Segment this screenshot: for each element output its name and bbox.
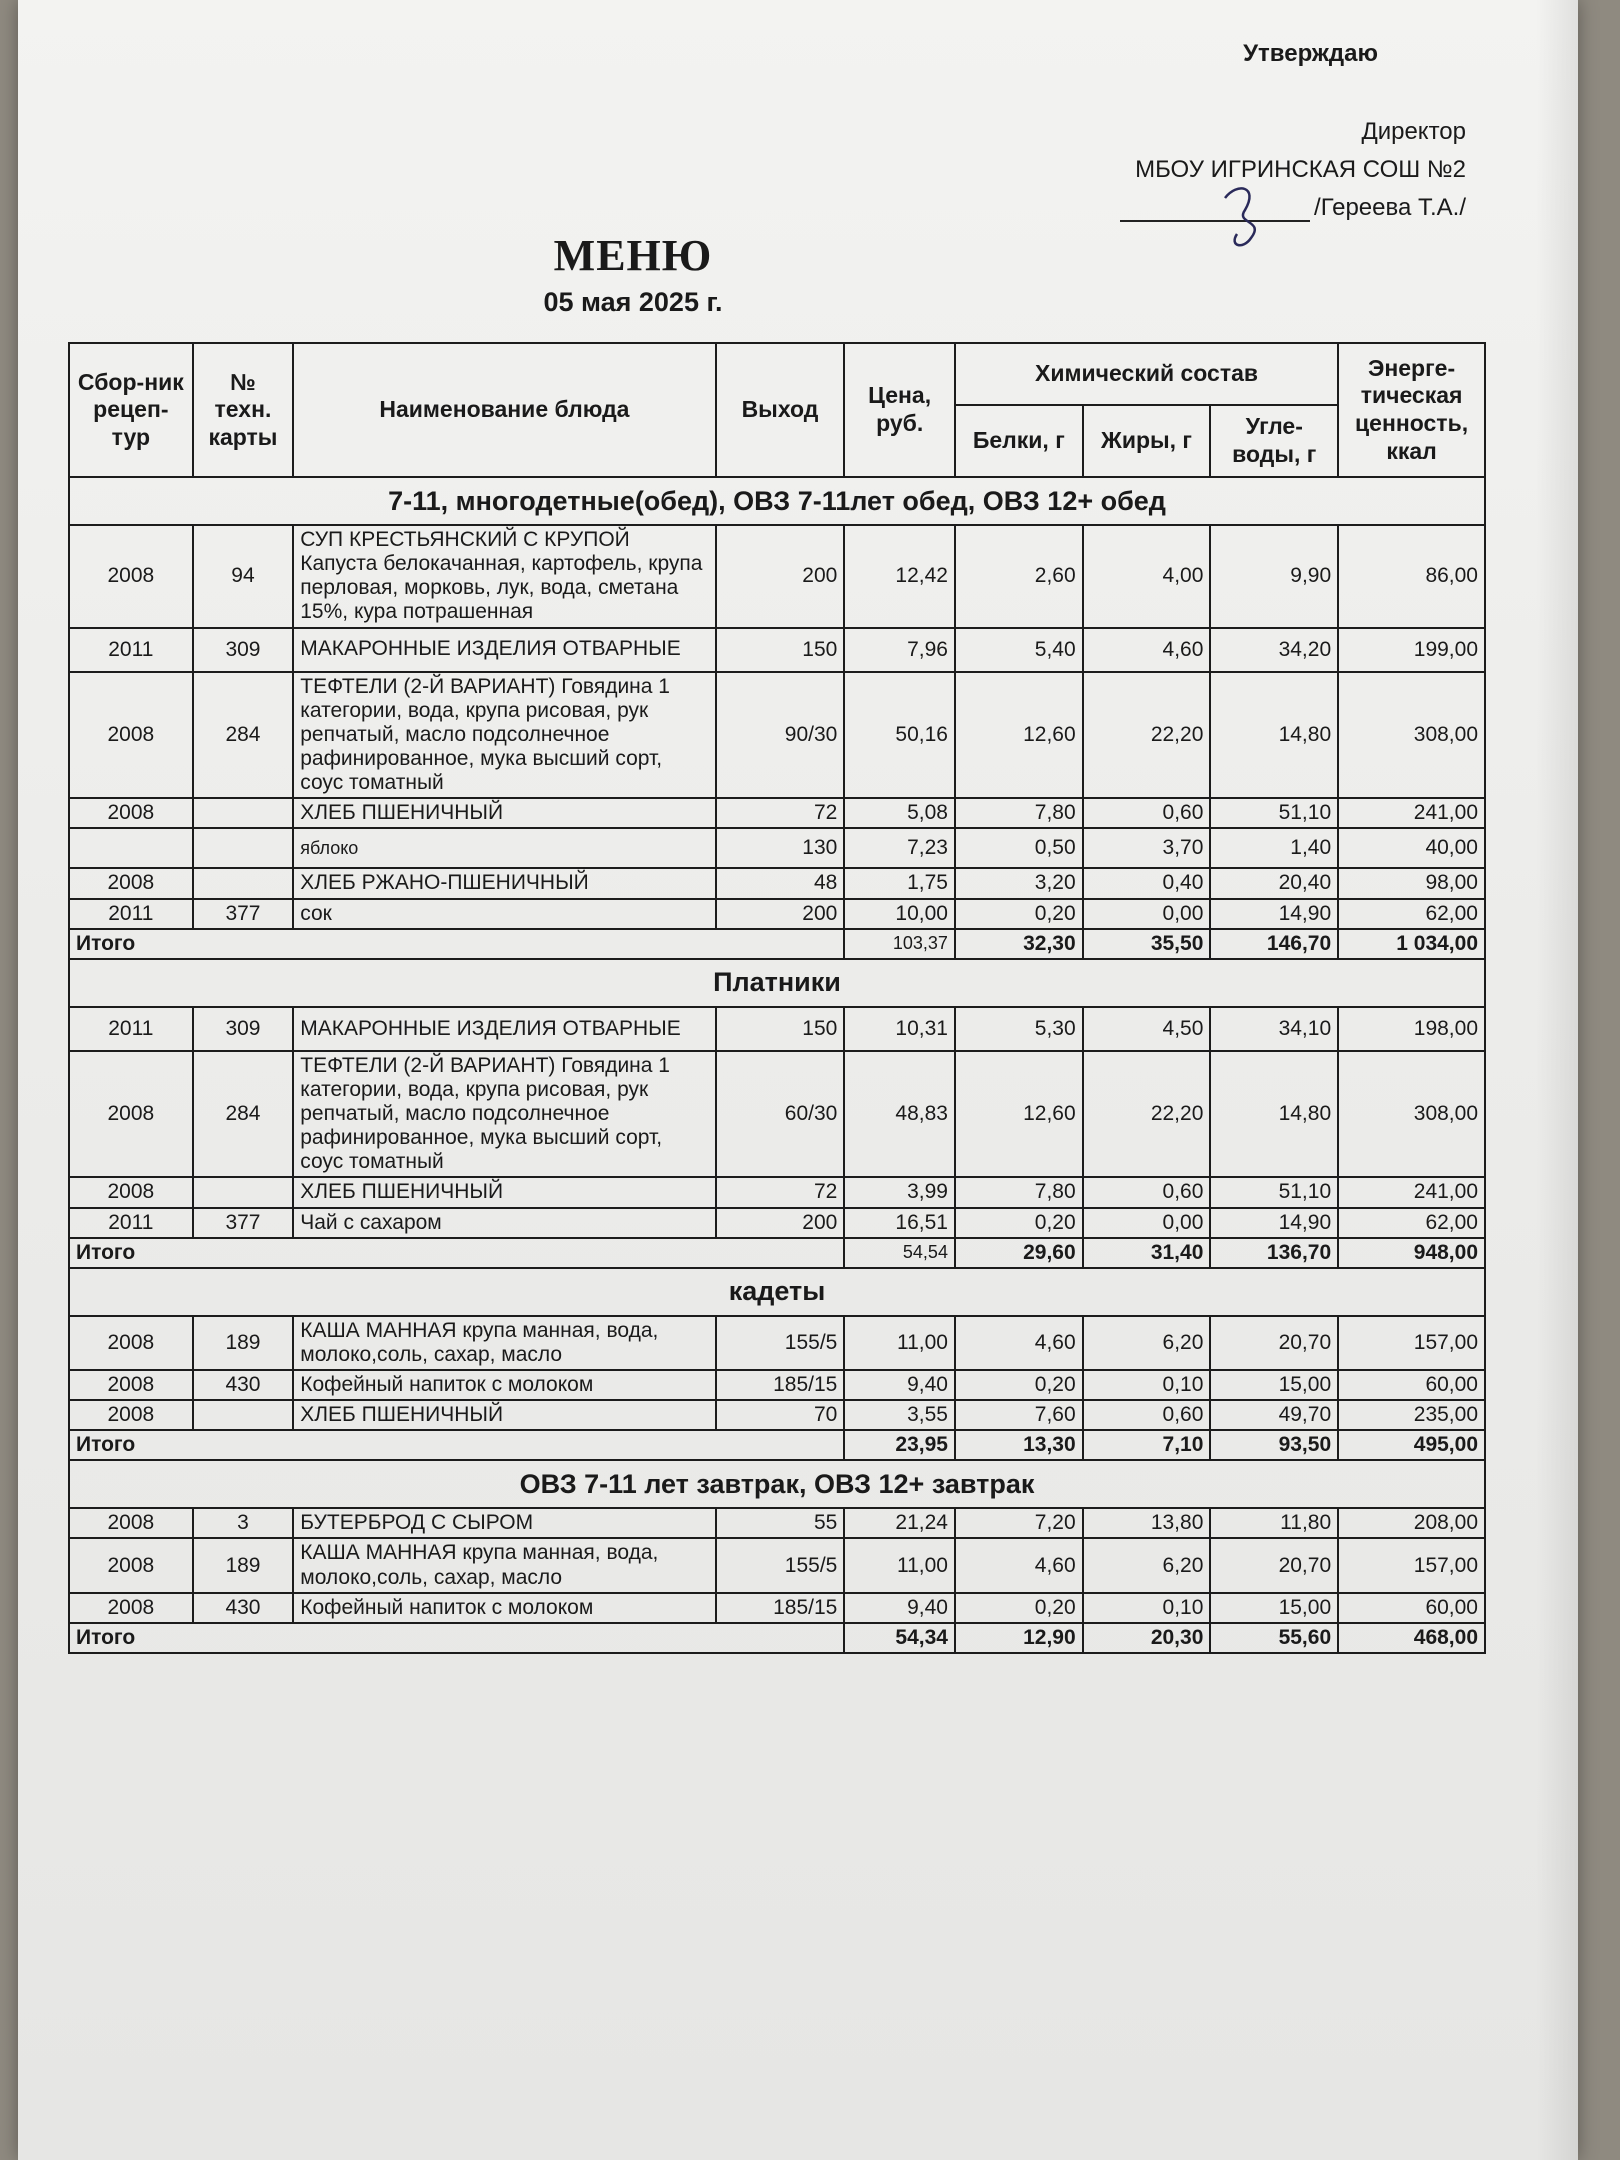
table-row [69, 1508, 1485, 1538]
cell-collection: 2008 [69, 1593, 193, 1623]
director-role: Директор [1361, 118, 1466, 145]
cell-energy: 62,00 [1338, 1208, 1485, 1238]
total-energy: 1 034,00 [1338, 929, 1485, 959]
cell-yield: 90/30 [716, 672, 845, 799]
cell-energy: 308,00 [1338, 1051, 1485, 1178]
cell-card: 94 [193, 525, 294, 628]
total-price: 54,34 [844, 1623, 955, 1653]
section-header [69, 477, 1485, 525]
cell-protein: 7,20 [955, 1508, 1083, 1538]
cell-dish: сок [293, 899, 715, 929]
total-row [69, 1623, 1485, 1653]
cell-dish: БУТЕРБРОД С СЫРОМ [293, 1508, 715, 1538]
menu-body [69, 477, 1485, 1653]
table-row [69, 1400, 1485, 1430]
total-price: 103,37 [844, 929, 955, 959]
cell-dish: ХЛЕБ РЖАНО-ПШЕНИЧНЫЙ [293, 868, 715, 898]
cell-carbs: 14,90 [1210, 1208, 1338, 1238]
cell-protein: 7,60 [955, 1400, 1083, 1430]
cell-energy: 60,00 [1338, 1593, 1485, 1623]
cell-carbs: 14,90 [1210, 899, 1338, 929]
cell-collection: 2011 [69, 899, 193, 929]
cell-energy: 198,00 [1338, 1007, 1485, 1051]
cell-protein: 12,60 [955, 1051, 1083, 1178]
table-row [69, 1370, 1485, 1400]
cell-energy: 62,00 [1338, 899, 1485, 929]
cell-collection: 2008 [69, 672, 193, 799]
cell-carbs: 15,00 [1210, 1370, 1338, 1400]
cell-protein: 0,20 [955, 1208, 1083, 1238]
cell-collection: 2008 [69, 868, 193, 898]
cell-collection: 2008 [69, 1508, 193, 1538]
cell-energy: 308,00 [1338, 672, 1485, 799]
cell-fat: 22,20 [1083, 672, 1211, 799]
cell-carbs: 49,70 [1210, 1400, 1338, 1430]
cell-card: 430 [193, 1593, 294, 1623]
table-row [69, 798, 1485, 828]
section-title: Платники [69, 959, 1485, 1007]
cell-protein: 12,60 [955, 672, 1083, 799]
cell-dish: КАША МАННАЯ крупа манная, вода, молоко,соль, сахар, масло [293, 1538, 715, 1592]
cell-dish: КАША МАННАЯ крупа манная, вода, молоко,соль, сахар, масло [293, 1316, 715, 1370]
table-row [69, 868, 1485, 898]
total-label: Итого [69, 1623, 844, 1653]
cell-price: 9,40 [844, 1593, 955, 1623]
cell-carbs: 14,80 [1210, 1051, 1338, 1178]
cell-price: 12,42 [844, 525, 955, 628]
total-label: Итого [69, 929, 844, 959]
total-protein: 29,60 [955, 1238, 1083, 1268]
cell-collection: 2011 [69, 1007, 193, 1051]
cell-yield: 185/15 [716, 1370, 845, 1400]
cell-card: 309 [193, 1007, 294, 1051]
cell-collection: 2008 [69, 1177, 193, 1207]
cell-fat: 0,60 [1083, 798, 1211, 828]
cell-carbs: 9,90 [1210, 525, 1338, 628]
cell-card: 3 [193, 1508, 294, 1538]
cell-price: 3,99 [844, 1177, 955, 1207]
cell-price: 11,00 [844, 1316, 955, 1370]
cell-price: 7,96 [844, 628, 955, 672]
cell-fat: 0,10 [1083, 1370, 1211, 1400]
col-price: Цена, руб. [844, 343, 955, 477]
total-energy: 468,00 [1338, 1623, 1485, 1653]
cell-protein: 5,40 [955, 628, 1083, 672]
cell-card [193, 798, 294, 828]
cell-protein: 7,80 [955, 1177, 1083, 1207]
cell-fat: 0,00 [1083, 899, 1211, 929]
cell-carbs: 34,20 [1210, 628, 1338, 672]
cell-fat: 0,60 [1083, 1400, 1211, 1430]
cell-price: 1,75 [844, 868, 955, 898]
menu-date: 05 мая 2025 г. [543, 287, 723, 317]
table-row [69, 672, 1485, 799]
cell-price: 10,00 [844, 899, 955, 929]
cell-yield: 155/5 [716, 1316, 845, 1370]
cell-yield: 200 [716, 525, 845, 628]
cell-energy: 60,00 [1338, 1370, 1485, 1400]
table-row [69, 1051, 1485, 1178]
cell-energy: 241,00 [1338, 1177, 1485, 1207]
cell-collection: 2008 [69, 1538, 193, 1592]
cell-carbs: 20,70 [1210, 1316, 1338, 1370]
total-row [69, 929, 1485, 959]
cell-collection: 2008 [69, 1370, 193, 1400]
cell-card [193, 1177, 294, 1207]
cell-yield: 60/30 [716, 1051, 845, 1178]
col-carbs: Угле-воды, г [1210, 405, 1338, 477]
cell-card: 377 [193, 1208, 294, 1238]
total-row [69, 1430, 1485, 1460]
table-row [69, 899, 1485, 929]
cell-fat: 13,80 [1083, 1508, 1211, 1538]
cell-collection: 2008 [69, 1400, 193, 1430]
cell-yield: 150 [716, 1007, 845, 1051]
cell-price: 50,16 [844, 672, 955, 799]
approve-label: Утверждаю [1243, 40, 1378, 67]
col-protein: Белки, г [955, 405, 1083, 477]
cell-dish: Кофейный напиток с молоком [293, 1593, 715, 1623]
cell-fat: 4,60 [1083, 628, 1211, 672]
total-carbs: 146,70 [1210, 929, 1338, 959]
cell-dish: ТЕФТЕЛИ (2-Й ВАРИАНТ) Говядина 1 категории, вода, крупа рисовая, рук репчатый, масло подсолнечное рафинированное, мука высший сорт, соус томатный [293, 672, 715, 799]
cell-price: 11,00 [844, 1538, 955, 1592]
menu-sheet [18, 0, 1578, 2160]
cell-dish: СУП КРЕСТЬЯНСКИЙ С КРУПОЙ Капуста белокачанная, картофель, крупа перловая, морковь, лук, вода, сметана 15%, кура потрашенная [293, 525, 715, 628]
cell-protein: 3,20 [955, 868, 1083, 898]
cell-yield: 130 [716, 828, 845, 868]
section-header [69, 959, 1485, 1007]
cell-energy: 98,00 [1338, 868, 1485, 898]
total-fat: 7,10 [1083, 1430, 1211, 1460]
cell-protein: 7,80 [955, 798, 1083, 828]
total-carbs: 93,50 [1210, 1430, 1338, 1460]
cell-card: 430 [193, 1370, 294, 1400]
cell-fat: 0,10 [1083, 1593, 1211, 1623]
cell-yield: 70 [716, 1400, 845, 1430]
cell-collection: 2008 [69, 1051, 193, 1178]
total-protein: 13,30 [955, 1430, 1083, 1460]
table-row [69, 525, 1485, 628]
cell-energy: 235,00 [1338, 1400, 1485, 1430]
cell-fat: 6,20 [1083, 1316, 1211, 1370]
cell-dish: ХЛЕБ ПШЕНИЧНЫЙ [293, 1400, 715, 1430]
cell-collection: 2008 [69, 525, 193, 628]
total-fat: 35,50 [1083, 929, 1211, 959]
total-energy: 948,00 [1338, 1238, 1485, 1268]
cell-fat: 3,70 [1083, 828, 1211, 868]
cell-dish: ХЛЕБ ПШЕНИЧНЫЙ [293, 1177, 715, 1207]
col-energy: Энерге-тическая ценность, ккал [1338, 343, 1485, 477]
cell-card: 189 [193, 1538, 294, 1592]
cell-protein: 0,50 [955, 828, 1083, 868]
total-fat: 31,40 [1083, 1238, 1211, 1268]
cell-fat: 0,00 [1083, 1208, 1211, 1238]
header-row [69, 343, 1485, 405]
cell-yield: 200 [716, 899, 845, 929]
cell-protein: 4,60 [955, 1316, 1083, 1370]
signature-name: /Гереева Т.А./ [1314, 194, 1466, 221]
section-header [69, 1460, 1485, 1508]
cell-dish: МАКАРОННЫЕ ИЗДЕЛИЯ ОТВАРНЫЕ [293, 1007, 715, 1051]
cell-energy: 157,00 [1338, 1538, 1485, 1592]
cell-energy: 157,00 [1338, 1316, 1485, 1370]
signature-line [1120, 220, 1310, 222]
cell-yield: 200 [716, 1208, 845, 1238]
cell-energy: 208,00 [1338, 1508, 1485, 1538]
table-row [69, 1538, 1485, 1592]
cell-protein: 5,30 [955, 1007, 1083, 1051]
col-chem: Химический состав [955, 343, 1338, 405]
col-collection: Сбор-ник рецеп-тур [69, 343, 193, 477]
cell-yield: 185/15 [716, 1593, 845, 1623]
cell-collection: 2011 [69, 628, 193, 672]
cell-fat: 6,20 [1083, 1538, 1211, 1592]
cell-fat: 0,60 [1083, 1177, 1211, 1207]
section-title: ОВЗ 7-11 лет завтрак, ОВЗ 12+ завтрак [69, 1460, 1485, 1508]
cell-fat: 4,50 [1083, 1007, 1211, 1051]
total-label: Итого [69, 1430, 844, 1460]
cell-collection: 2008 [69, 1316, 193, 1370]
cell-carbs: 11,80 [1210, 1508, 1338, 1538]
cell-carbs: 14,80 [1210, 672, 1338, 799]
total-protein: 12,90 [955, 1623, 1083, 1653]
cell-yield: 72 [716, 1177, 845, 1207]
table-row [69, 628, 1485, 672]
cell-yield: 72 [716, 798, 845, 828]
cell-carbs: 34,10 [1210, 1007, 1338, 1051]
cell-fat: 4,00 [1083, 525, 1211, 628]
table-row [69, 828, 1485, 868]
cell-card [193, 868, 294, 898]
col-fat: Жиры, г [1083, 405, 1211, 477]
cell-dish: МАКАРОННЫЕ ИЗДЕЛИЯ ОТВАРНЫЕ [293, 628, 715, 672]
cell-dish: ТЕФТЕЛИ (2-Й ВАРИАНТ) Говядина 1 категории, вода, крупа рисовая, рук репчатый, масло подсолнечное рафинированное, мука высший сорт, соус томатный [293, 1051, 715, 1178]
school-name: МБОУ ИГРИНСКАЯ СОШ №2 [1135, 156, 1466, 183]
cell-card [193, 1400, 294, 1430]
cell-yield: 150 [716, 628, 845, 672]
cell-card: 309 [193, 628, 294, 672]
cell-energy: 40,00 [1338, 828, 1485, 868]
table-row [69, 1007, 1485, 1051]
cell-yield: 48 [716, 868, 845, 898]
cell-carbs: 51,10 [1210, 1177, 1338, 1207]
col-yield: Выход [716, 343, 845, 477]
cell-price: 21,24 [844, 1508, 955, 1538]
cell-energy: 86,00 [1338, 525, 1485, 628]
cell-protein: 0,20 [955, 1593, 1083, 1623]
page-title: МЕНЮ [553, 231, 713, 280]
cell-yield: 55 [716, 1508, 845, 1538]
cell-dish: Чай с сахаром [293, 1208, 715, 1238]
cell-collection: 2011 [69, 1208, 193, 1238]
table-row [69, 1177, 1485, 1207]
cell-price: 5,08 [844, 798, 955, 828]
total-carbs: 136,70 [1210, 1238, 1338, 1268]
total-protein: 32,30 [955, 929, 1083, 959]
cell-price: 16,51 [844, 1208, 955, 1238]
cell-dish: яблоко [293, 828, 715, 868]
section-title: 7-11, многодетные(обед), ОВЗ 7-11лет обед, ОВЗ 12+ обед [69, 477, 1485, 525]
page-edge-shadow [1536, 0, 1578, 2160]
cell-price: 9,40 [844, 1370, 955, 1400]
total-price: 23,95 [844, 1430, 955, 1460]
table-row [69, 1208, 1485, 1238]
total-row [69, 1238, 1485, 1268]
cell-fat: 22,20 [1083, 1051, 1211, 1178]
cell-carbs: 20,40 [1210, 868, 1338, 898]
col-card: № техн. карты [193, 343, 294, 477]
cell-card: 284 [193, 672, 294, 799]
cell-price: 3,55 [844, 1400, 955, 1430]
cell-dish: ХЛЕБ ПШЕНИЧНЫЙ [293, 798, 715, 828]
cell-card: 189 [193, 1316, 294, 1370]
cell-protein: 4,60 [955, 1538, 1083, 1592]
cell-carbs: 15,00 [1210, 1593, 1338, 1623]
cell-price: 10,31 [844, 1007, 955, 1051]
cell-protein: 0,20 [955, 1370, 1083, 1400]
section-header [69, 1268, 1485, 1316]
cell-yield: 155/5 [716, 1538, 845, 1592]
signature-block [1120, 194, 1466, 222]
cell-energy: 199,00 [1338, 628, 1485, 672]
cell-energy: 241,00 [1338, 798, 1485, 828]
cell-collection: 2008 [69, 798, 193, 828]
cell-collection [69, 828, 193, 868]
section-title: кадеты [69, 1268, 1485, 1316]
cell-carbs: 20,70 [1210, 1538, 1338, 1592]
cell-card: 377 [193, 899, 294, 929]
total-label: Итого [69, 1238, 844, 1268]
cell-protein: 0,20 [955, 899, 1083, 929]
cell-card [193, 828, 294, 868]
col-dish: Наименование блюда [293, 343, 715, 477]
cell-carbs: 51,10 [1210, 798, 1338, 828]
table-row [69, 1316, 1485, 1370]
cell-protein: 2,60 [955, 525, 1083, 628]
table-row [69, 1593, 1485, 1623]
total-energy: 495,00 [1338, 1430, 1485, 1460]
cell-price: 48,83 [844, 1051, 955, 1178]
cell-card: 284 [193, 1051, 294, 1178]
total-carbs: 55,60 [1210, 1623, 1338, 1653]
total-price: 54,54 [844, 1238, 955, 1268]
cell-fat: 0,40 [1083, 868, 1211, 898]
total-fat: 20,30 [1083, 1623, 1211, 1653]
menu-table [68, 342, 1486, 1654]
cell-dish: Кофейный напиток с молоком [293, 1370, 715, 1400]
cell-price: 7,23 [844, 828, 955, 868]
cell-carbs: 1,40 [1210, 828, 1338, 868]
